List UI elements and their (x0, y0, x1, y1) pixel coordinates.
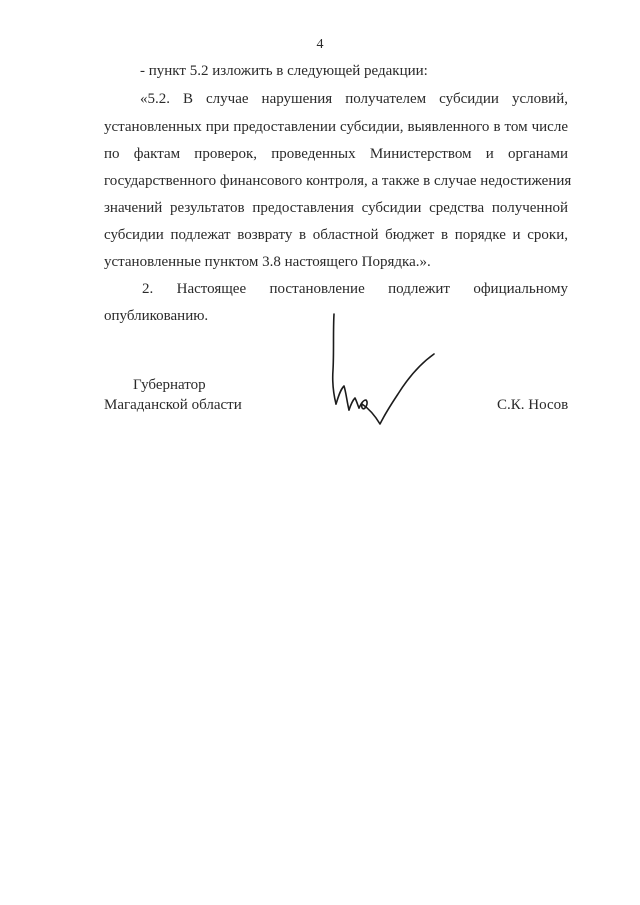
text-line-2: «5.2. В случае нарушения получателем субсидии условий, (140, 91, 568, 107)
text-line-3: установленных при предоставлении субсидии, выявленного в том числе (104, 119, 568, 135)
signatory-title-line-2: Магаданской области (104, 397, 242, 413)
page-number: 4 (316, 37, 324, 52)
signatory-name: С.К. Носов (497, 397, 569, 413)
text-line-7: субсидии подлежат возврату в областной бюджет в порядке и сроки, (104, 227, 568, 243)
text-line-8: установленные пунктом 3.8 настоящего Порядка.». (104, 254, 431, 270)
text-line-9: 2. Настоящее постановление подлежит официальному (142, 281, 568, 297)
text-line-5: государственного финансового контроля, а также в случае недостижения (104, 173, 572, 189)
text-line-6: значений результатов предоставления субсидии средства полученной (104, 200, 568, 216)
text-line-10: опубликованию. (104, 308, 209, 324)
handwritten-signature (322, 312, 442, 436)
text-line-4: по фактам проверок, проведенных Министерством и органами (104, 146, 568, 162)
text-line-1: - пункт 5.2 изложить в следующей редакции: (140, 63, 428, 79)
signatory-title-line-1: Губернатор (133, 377, 206, 393)
